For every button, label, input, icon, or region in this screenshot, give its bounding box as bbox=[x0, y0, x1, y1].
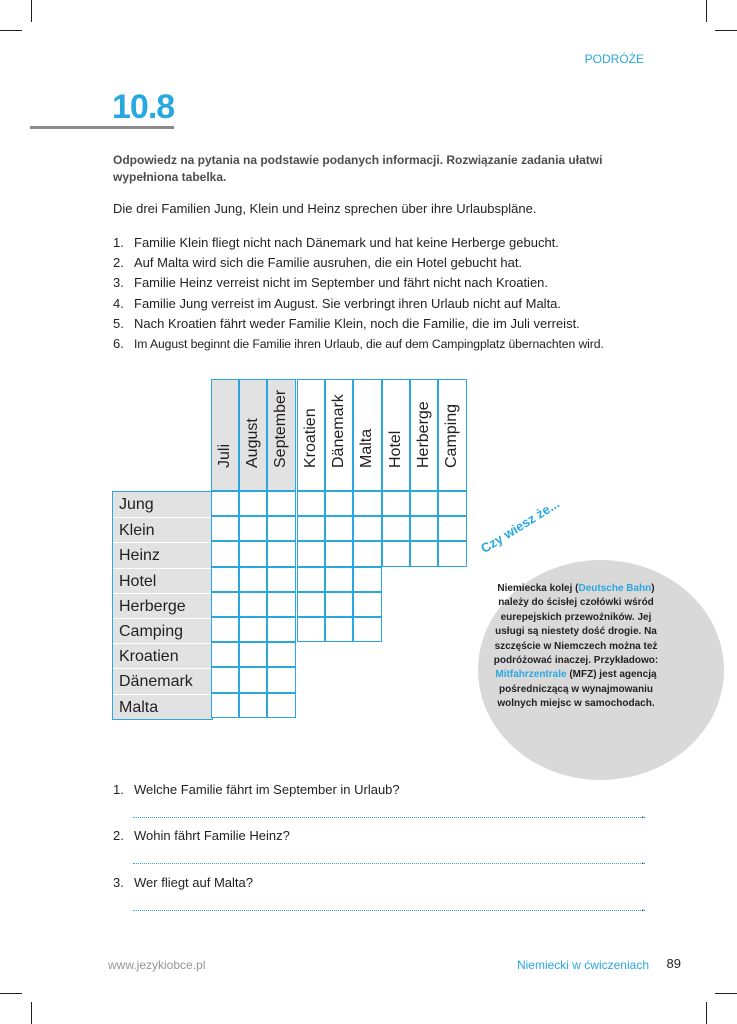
row-label: Klein bbox=[113, 517, 212, 542]
row-label: Malta bbox=[113, 694, 212, 719]
clue-number: 3. bbox=[113, 275, 124, 291]
grid-cell[interactable] bbox=[211, 693, 239, 718]
row-label: Herberge bbox=[113, 593, 212, 618]
question bbox=[113, 875, 253, 890]
instruction: Odpowiedz na pytania na podstawie podanych informacji. Rozwiązanie zadania ułatwi wypełniona tabelka. bbox=[113, 153, 603, 184]
grid-cell[interactable] bbox=[211, 642, 239, 667]
clue-text: Auf Malta wird sich die Familie ausruhen, die ein Hotel gebucht hat. bbox=[134, 255, 523, 271]
clue-item bbox=[113, 334, 604, 354]
question-number: 3. bbox=[113, 875, 124, 890]
clue-number: 5. bbox=[113, 315, 124, 331]
grid-cell[interactable] bbox=[211, 541, 239, 566]
crop-mark bbox=[31, 0, 32, 22]
grid-cell[interactable] bbox=[353, 592, 381, 617]
column-header-label: August bbox=[244, 418, 262, 468]
crop-mark bbox=[715, 993, 737, 994]
grid-cell[interactable] bbox=[382, 541, 410, 566]
question-text: Wohin fährt Familie Heinz? bbox=[134, 828, 290, 843]
grid-cell[interactable] bbox=[353, 541, 381, 566]
info-text: (MFZ) jest agencją pośredniczącą w wynajmowaniu wolnych miejsc w samochodach. bbox=[497, 669, 657, 710]
clue-item bbox=[113, 253, 604, 273]
grid-cell[interactable] bbox=[211, 491, 239, 516]
column-header-label: Hotel bbox=[387, 430, 405, 468]
column-header-hotel bbox=[382, 379, 410, 491]
grid-cell[interactable] bbox=[382, 516, 410, 541]
clue-list bbox=[113, 233, 604, 354]
grid-cell[interactable] bbox=[239, 693, 267, 718]
grid-cell[interactable] bbox=[297, 617, 325, 642]
grid-cell[interactable] bbox=[267, 567, 295, 592]
column-header-label: Dänemark bbox=[330, 394, 348, 468]
row-label: Kroatien bbox=[113, 643, 212, 668]
crop-mark bbox=[0, 993, 22, 994]
grid-cell[interactable] bbox=[297, 592, 325, 617]
answer-end: . bbox=[641, 852, 645, 867]
grid-cell[interactable] bbox=[267, 541, 295, 566]
row-label: Dänemark bbox=[113, 668, 212, 693]
question bbox=[113, 782, 400, 797]
grid-cell[interactable] bbox=[239, 516, 267, 541]
grid-cell[interactable] bbox=[325, 592, 353, 617]
column-header-label: Kroatien bbox=[302, 408, 320, 468]
did-you-know-heading: Czy wiesz że... bbox=[478, 495, 562, 556]
answer-line[interactable] bbox=[133, 909, 645, 911]
clue-item bbox=[113, 294, 604, 314]
question-text: Wer fliegt auf Malta? bbox=[134, 875, 253, 890]
column-header-herberge bbox=[410, 379, 438, 491]
grid-cell[interactable] bbox=[239, 617, 267, 642]
grid-cell[interactable] bbox=[438, 491, 466, 516]
footer-website: www.jezykiobce.pl bbox=[108, 958, 206, 972]
row-label: Heinz bbox=[113, 542, 212, 567]
grid-cell[interactable] bbox=[325, 617, 353, 642]
deutsche-bahn-highlight: Deutsche Bahn bbox=[578, 583, 652, 594]
grid-cell[interactable] bbox=[267, 491, 295, 516]
column-header-label: Camping bbox=[443, 403, 461, 468]
grid-cell[interactable] bbox=[267, 667, 295, 692]
grid-cell[interactable] bbox=[353, 567, 381, 592]
clue-text: Familie Jung verreist im August. Sie verbringt ihren Urlaub nicht auf Malta. bbox=[134, 295, 562, 311]
grid-cell[interactable] bbox=[211, 667, 239, 692]
grid-cell[interactable] bbox=[382, 491, 410, 516]
question-number: 2. bbox=[113, 828, 124, 843]
clue-number: 4. bbox=[113, 295, 124, 311]
footer-book-title: Niemiecki w ćwiczeniach bbox=[516, 958, 649, 972]
grid-cell[interactable] bbox=[239, 592, 267, 617]
clue-number: 6. bbox=[113, 335, 124, 351]
grid-cell[interactable] bbox=[297, 491, 325, 516]
question-number: 1. bbox=[113, 782, 124, 797]
grid-cell[interactable] bbox=[239, 642, 267, 667]
grid-cell[interactable] bbox=[297, 516, 325, 541]
grid-cell[interactable] bbox=[353, 516, 381, 541]
column-header-label: Herberge bbox=[415, 401, 433, 468]
crop-mark bbox=[706, 1002, 707, 1024]
row-labels bbox=[112, 491, 213, 720]
crop-mark bbox=[706, 0, 707, 22]
exercise-underline bbox=[30, 126, 174, 129]
grid-cell[interactable] bbox=[410, 541, 438, 566]
row-label: Camping bbox=[113, 618, 212, 643]
question bbox=[113, 828, 290, 843]
column-header-august bbox=[239, 379, 267, 491]
column-header-label: Malta bbox=[358, 428, 376, 468]
grid-cell[interactable] bbox=[211, 617, 239, 642]
grid-cell[interactable] bbox=[410, 516, 438, 541]
column-header-juli bbox=[211, 379, 239, 491]
grid-cell[interactable] bbox=[438, 516, 466, 541]
column-header-september bbox=[267, 379, 295, 491]
grid-cell[interactable] bbox=[325, 516, 353, 541]
grid-cell[interactable] bbox=[353, 617, 381, 642]
column-header-label: Juli bbox=[216, 443, 234, 468]
clue-text: Familie Heinz verreist nicht im September und fährt nicht nach Kroatien. bbox=[134, 275, 549, 291]
clue-text: Im August beginnt die Familie ihren Urlaub, die auf dem Campingplatz übernachten wird. bbox=[134, 336, 604, 351]
grid-cell[interactable] bbox=[267, 642, 295, 667]
clue-item bbox=[113, 314, 604, 334]
section-label: PODRÓŻE bbox=[584, 52, 644, 66]
column-header-daenemark bbox=[325, 379, 353, 491]
grid-cell[interactable] bbox=[267, 617, 295, 642]
page-number: 89 bbox=[666, 956, 681, 971]
column-header-camping bbox=[438, 379, 466, 491]
column-header-malta bbox=[353, 379, 381, 491]
grid-cell[interactable] bbox=[211, 592, 239, 617]
column-header-kroatien bbox=[297, 379, 325, 491]
answer-line[interactable] bbox=[133, 816, 645, 818]
grid-cell[interactable] bbox=[211, 567, 239, 592]
column-header-label: September bbox=[272, 389, 290, 468]
grid-cell[interactable] bbox=[267, 693, 295, 718]
clue-text: Familie Klein fliegt nicht nach Dänemark und hat keine Herberge gebucht. bbox=[134, 235, 559, 250]
grid-cell[interactable] bbox=[325, 491, 353, 516]
crop-mark bbox=[31, 1002, 32, 1024]
clue-number: 2. bbox=[113, 255, 124, 271]
grid-cell[interactable] bbox=[297, 567, 325, 592]
grid-cell[interactable] bbox=[410, 491, 438, 516]
grid-cell[interactable] bbox=[239, 667, 267, 692]
grid-cell[interactable] bbox=[325, 567, 353, 592]
grid-cell[interactable] bbox=[211, 516, 239, 541]
clue-item bbox=[113, 233, 604, 253]
intro-text: Die drei Familien Jung, Klein und Heinz sprechen über ihre Urlaubspläne. bbox=[113, 201, 537, 216]
row-label: Jung bbox=[119, 496, 154, 513]
answer-end: . bbox=[641, 806, 645, 821]
grid-cell[interactable] bbox=[239, 567, 267, 592]
grid-cell[interactable] bbox=[267, 592, 295, 617]
grid-cell[interactable] bbox=[297, 541, 325, 566]
grid-cell[interactable] bbox=[239, 541, 267, 566]
grid-cell[interactable] bbox=[267, 516, 295, 541]
clue-text: Nach Kroatien fährt weder Familie Klein, noch die Familie, die im Juli verreist. bbox=[134, 315, 580, 331]
crop-mark bbox=[715, 30, 737, 31]
clue-item bbox=[113, 273, 604, 293]
exercise-number: 10.8 bbox=[112, 88, 175, 126]
clue-number: 1. bbox=[113, 235, 124, 250]
did-you-know-text bbox=[486, 582, 666, 712]
info-text: Niemiecka kolej ( bbox=[497, 583, 579, 594]
answer-line[interactable] bbox=[133, 862, 645, 864]
row-label: Hotel bbox=[113, 568, 212, 593]
grid-cell[interactable] bbox=[325, 541, 353, 566]
question-text: Welche Familie fährt im September in Urlaub? bbox=[134, 782, 400, 797]
grid-cell[interactable] bbox=[239, 491, 267, 516]
grid-cell[interactable] bbox=[353, 491, 381, 516]
grid-cell[interactable] bbox=[438, 541, 466, 566]
answer-end: . bbox=[641, 899, 645, 914]
info-text: ) należy do ścisłej czołówki wśród eurepejskich przewoźników. Jej usługi są niestety dość drogie. Na szczęście w Niemczech można też podróżować inaczej. Przykładowo: bbox=[493, 583, 659, 667]
mitfahrzentrale-highlight: Mitfahrzentrale bbox=[495, 669, 567, 681]
crop-mark bbox=[0, 30, 22, 31]
